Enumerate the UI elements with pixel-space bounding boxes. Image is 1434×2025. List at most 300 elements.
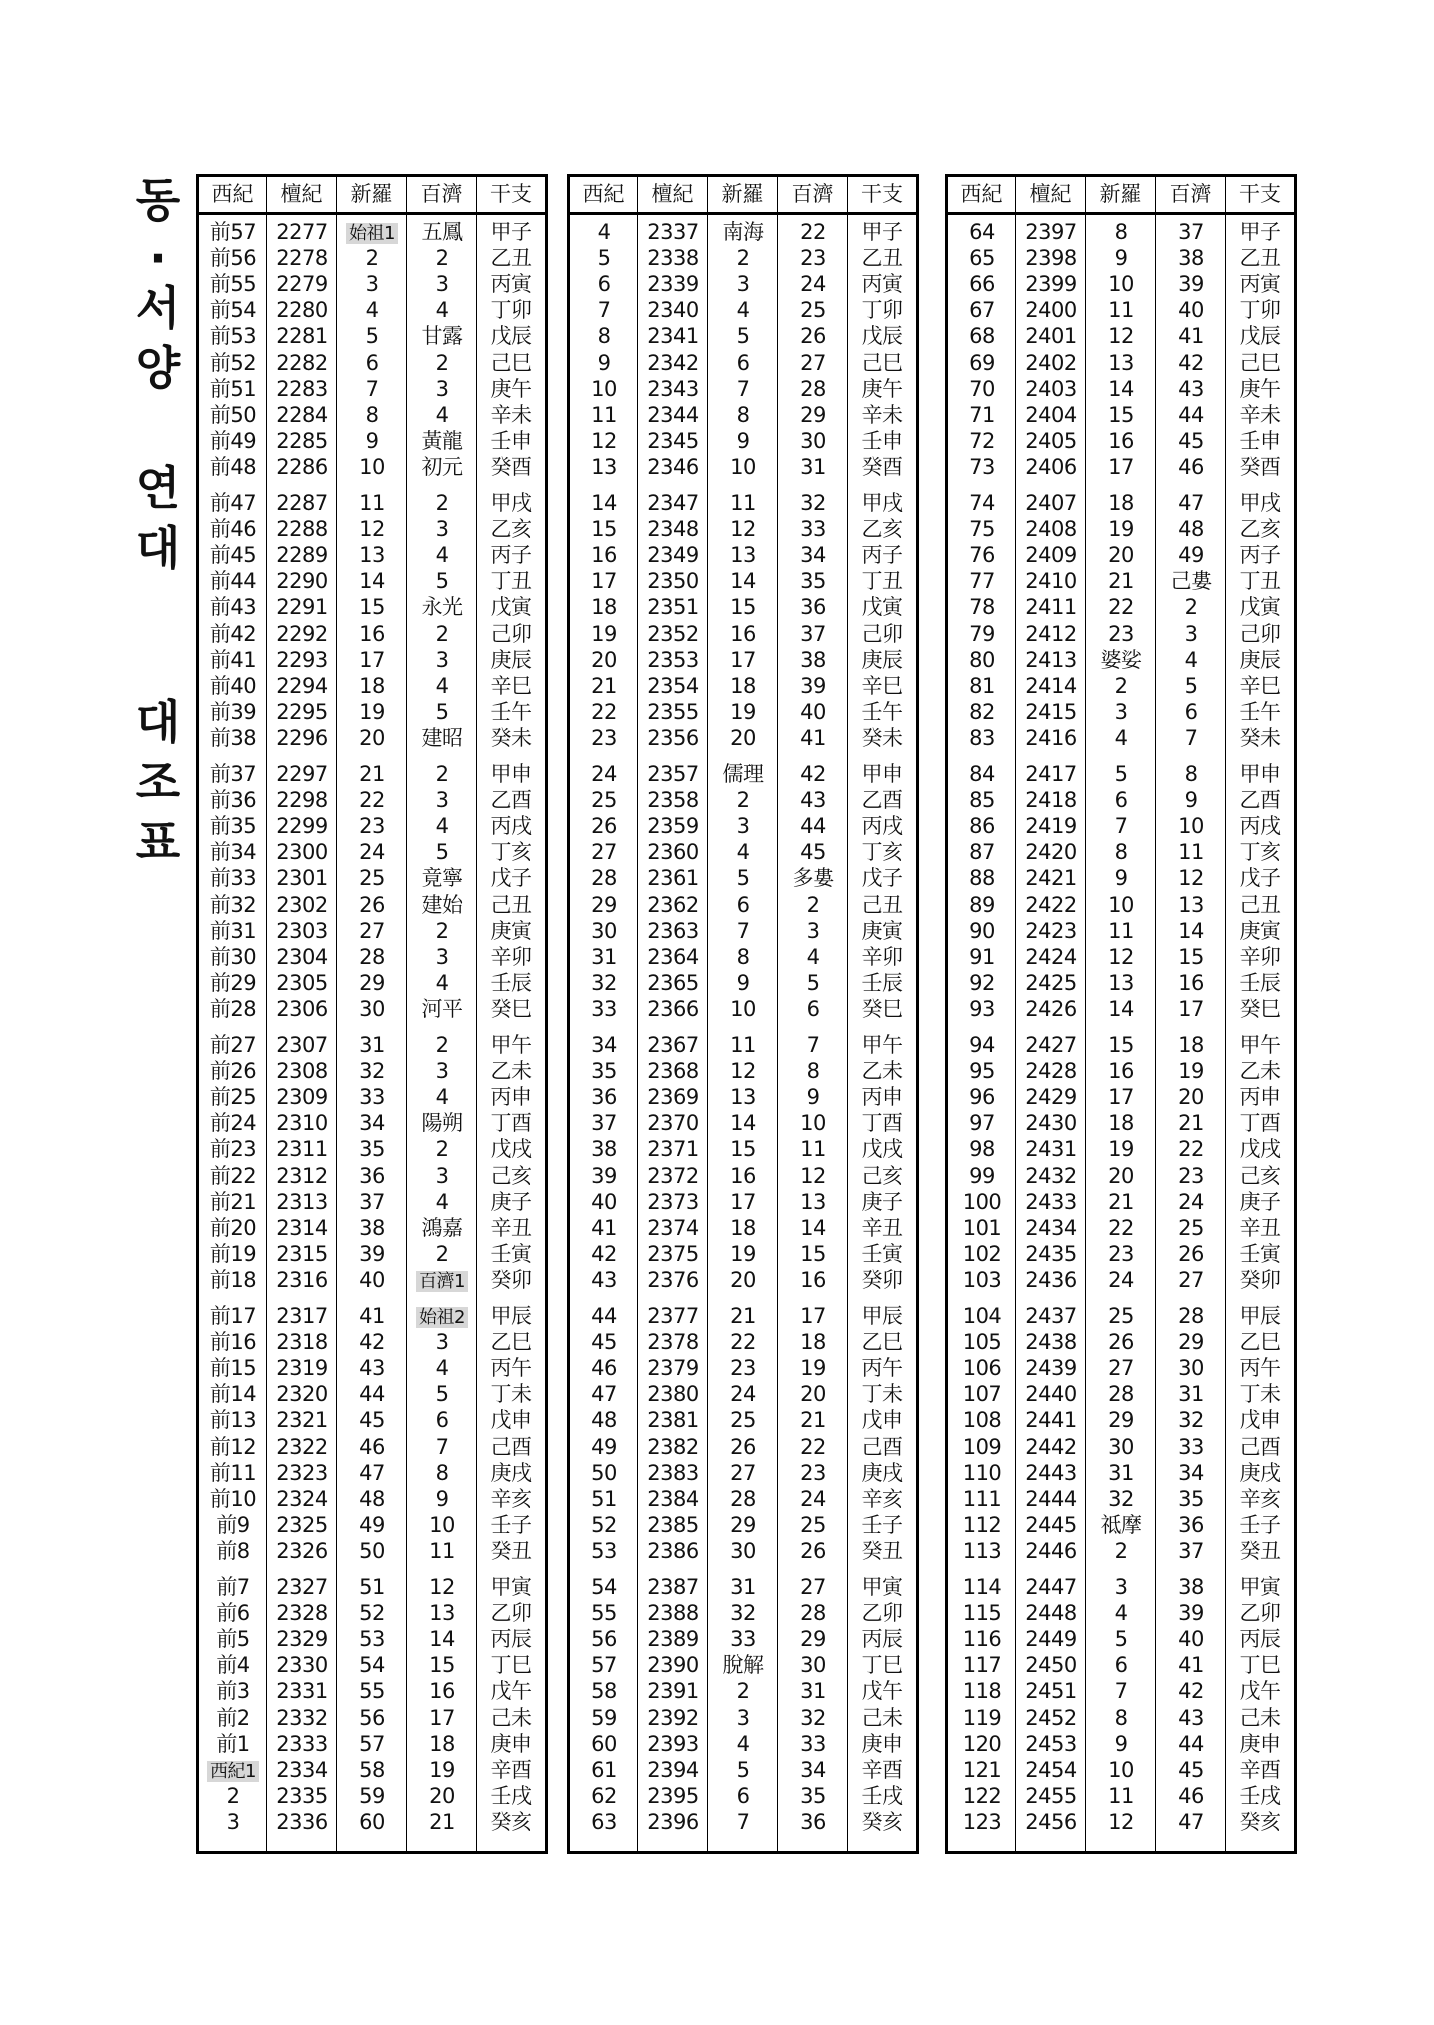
- cell-col-silla: 25: [359, 866, 385, 891]
- cell-col-dangi: 2352: [647, 621, 699, 646]
- cell-col-ganji: 甲子: [861, 220, 903, 244]
- cell-col-ganji: 辛酉: [861, 1757, 903, 1782]
- cell-col-baekje: 3: [435, 376, 449, 401]
- cell-col-silla: 5: [365, 324, 379, 349]
- cell-col-ganji: 丙子: [1239, 543, 1281, 568]
- cell-col-ganji: 辛卯: [1239, 944, 1281, 969]
- cell-col-ganji: 己酉: [490, 1434, 532, 1459]
- cell-col-baekje: 10: [800, 1111, 826, 1136]
- cell-col-dangi: 2287: [276, 491, 328, 515]
- cell-col-seogi: 90: [969, 918, 995, 943]
- cell-col-ganji: 丁卯: [1239, 298, 1281, 323]
- cell-col-seogi: 76: [969, 543, 995, 568]
- cell-col-silla: 51: [359, 1575, 385, 1599]
- cell-col-ganji: 壬戌: [490, 1783, 532, 1808]
- cell-col-seogi: 25: [591, 788, 617, 813]
- cell-col-baekje: 4: [435, 970, 449, 995]
- cell-col-dangi: 2315: [276, 1241, 328, 1266]
- cell-col-dangi: 2363: [647, 918, 699, 943]
- cell-col-baekje: 9: [806, 1085, 820, 1110]
- cell-col-silla: 2: [365, 246, 379, 271]
- cell-col-ganji: 壬辰: [861, 970, 903, 995]
- cell-col-silla: 7: [1114, 814, 1128, 839]
- cell-col-silla: 20: [730, 725, 756, 750]
- cell-col-baekje: 4: [435, 814, 449, 839]
- table-row: [948, 813, 1294, 839]
- cell-col-dangi: 2369: [647, 1085, 699, 1110]
- cell-col-dangi: 2384: [647, 1486, 699, 1511]
- cell-col-ganji: 乙酉: [1239, 788, 1281, 813]
- cell-col-silla: 5: [1114, 762, 1128, 786]
- cell-col-silla: 22: [1108, 1215, 1134, 1240]
- cell-col-dangi: 2441: [1025, 1408, 1077, 1433]
- cell-col-baekje: 4: [435, 298, 449, 323]
- cell-col-silla: 19: [1108, 517, 1134, 542]
- cell-col-baekje: 7: [1184, 725, 1198, 750]
- cell-col-ganji: 庚寅: [861, 918, 903, 943]
- cell-col-seogi: 5: [597, 246, 611, 271]
- header-col-dangi: 檀紀: [267, 177, 337, 212]
- cell-col-dangi: 2292: [276, 621, 328, 646]
- table-row: [199, 1303, 545, 1329]
- cell-col-dangi: 2418: [1025, 788, 1077, 813]
- cell-col-dangi: 2378: [647, 1330, 699, 1355]
- table-body: [570, 177, 916, 1851]
- cell-col-dangi: 2326: [276, 1538, 328, 1563]
- cell-col-dangi: 2321: [276, 1408, 328, 1433]
- table-row: [199, 865, 545, 891]
- cell-col-ganji: 丁巳: [1239, 1653, 1281, 1678]
- cell-col-baekje: 19: [429, 1757, 455, 1782]
- cell-col-ganji: 辛亥: [490, 1486, 532, 1511]
- cell-col-ganji: 壬寅: [490, 1241, 532, 1266]
- cell-col-dangi: 2289: [276, 543, 328, 568]
- cell-col-silla: 11: [1108, 298, 1134, 323]
- table-row: [199, 1678, 545, 1704]
- cell-col-dangi: 2290: [276, 569, 328, 594]
- cell-col-seogi: 92: [969, 970, 995, 995]
- cell-col-dangi: 2379: [647, 1356, 699, 1381]
- cell-col-dangi: 2346: [647, 454, 699, 479]
- cell-col-dangi: 2439: [1025, 1356, 1077, 1381]
- cell-col-baekje: 3: [435, 517, 449, 542]
- cell-col-silla: 7: [736, 918, 750, 943]
- cell-col-baekje: 陽朔: [421, 1111, 463, 1136]
- cell-col-seogi: 85: [969, 788, 995, 813]
- cell-col-silla: 34: [359, 1111, 385, 1136]
- cell-col-silla: 18: [730, 673, 756, 698]
- cell-col-seogi: 61: [591, 1757, 617, 1782]
- cell-col-ganji: 丁未: [861, 1382, 903, 1407]
- cell-col-silla: 32: [359, 1059, 385, 1084]
- cell-col-dangi: 2330: [276, 1653, 328, 1678]
- cell-col-silla: 12: [359, 517, 385, 542]
- table-row: [948, 970, 1294, 996]
- cell-col-ganji: 乙未: [490, 1059, 532, 1084]
- cell-col-seogi: 前36: [209, 788, 257, 813]
- cell-col-ganji: 乙巳: [861, 1330, 903, 1355]
- cell-col-baekje: 2: [435, 1137, 449, 1162]
- cell-col-silla: 19: [359, 699, 385, 724]
- cell-col-ganji: 庚午: [490, 376, 532, 401]
- cell-col-baekje: 26: [800, 324, 826, 349]
- cell-col-seogi: 前26: [209, 1059, 257, 1084]
- cell-col-silla: 6: [736, 1783, 750, 1808]
- table-row: [570, 1110, 916, 1136]
- cell-col-ganji: 乙酉: [490, 788, 532, 813]
- table-row: [199, 1241, 545, 1267]
- cell-col-silla: 15: [1108, 1033, 1134, 1057]
- cell-col-dangi: 2373: [647, 1189, 699, 1214]
- cell-col-seogi: 前38: [209, 725, 257, 750]
- table-row: [199, 1355, 545, 1381]
- cell-col-dangi: 2337: [647, 220, 699, 244]
- cell-col-silla: 6: [736, 350, 750, 375]
- cell-col-silla: 5: [736, 1757, 750, 1782]
- table-row: [948, 787, 1294, 813]
- cell-col-seogi: 2: [226, 1783, 240, 1808]
- cell-col-seogi: 56: [591, 1627, 617, 1652]
- cell-col-dangi: 2421: [1025, 866, 1077, 891]
- cell-col-baekje: 46: [1178, 454, 1204, 479]
- cell-col-dangi: 2392: [647, 1705, 699, 1730]
- cell-col-seogi: 104: [962, 1304, 1002, 1328]
- cell-col-ganji: 乙卯: [861, 1601, 903, 1626]
- cell-col-dangi: 2385: [647, 1512, 699, 1537]
- cell-col-dangi: 2353: [647, 647, 699, 672]
- cell-col-seogi: 8: [597, 324, 611, 349]
- cell-col-baekje: 3: [435, 647, 449, 672]
- cell-col-dangi: 2335: [276, 1783, 328, 1808]
- cell-col-ganji: 甲申: [490, 762, 532, 786]
- cell-col-dangi: 2399: [1025, 272, 1077, 297]
- cell-col-dangi: 2386: [647, 1538, 699, 1563]
- cell-col-baekje: 9: [435, 1486, 449, 1511]
- cell-col-seogi: 118: [962, 1679, 1002, 1704]
- cell-col-seogi: 38: [591, 1137, 617, 1162]
- cell-col-seogi: 17: [591, 569, 617, 594]
- cell-col-dangi: 2417: [1025, 762, 1077, 786]
- cell-col-seogi: 113: [962, 1538, 1002, 1563]
- table-row: [199, 1163, 545, 1189]
- cell-col-silla: 25: [1108, 1304, 1134, 1328]
- cell-col-seogi: 前45: [209, 543, 257, 568]
- cell-col-baekje: 11: [429, 1538, 455, 1563]
- cell-col-baekje: 3: [435, 272, 449, 297]
- cell-col-dangi: 2436: [1025, 1267, 1077, 1292]
- cell-col-silla: 祗摩: [1100, 1512, 1142, 1537]
- cell-col-baekje: 46: [1178, 1783, 1204, 1808]
- cell-col-baekje: 26: [1178, 1241, 1204, 1266]
- cell-col-seogi: 72: [969, 428, 995, 453]
- cell-col-baekje: 39: [800, 673, 826, 698]
- table-row: [570, 1303, 916, 1329]
- cell-col-baekje: 47: [1178, 491, 1204, 515]
- cell-col-silla: 8: [365, 402, 379, 427]
- cell-col-silla: 17: [730, 647, 756, 672]
- table-row: [570, 1757, 916, 1783]
- era-table-2: [567, 174, 919, 1854]
- cell-col-baekje: 永光: [421, 595, 463, 620]
- cell-col-ganji: 丁巳: [861, 1653, 903, 1678]
- cell-col-dangi: 2430: [1025, 1111, 1077, 1136]
- cell-col-silla: 10: [1108, 892, 1134, 917]
- table-row: [948, 1303, 1294, 1329]
- side-title-char: 표: [135, 815, 181, 869]
- cell-col-baekje: 5: [435, 699, 449, 724]
- cell-col-ganji: 癸亥: [1239, 1809, 1281, 1834]
- cell-col-baekje: 3: [806, 918, 820, 943]
- cell-col-seogi: 34: [591, 1033, 617, 1057]
- cell-col-ganji: 己丑: [490, 892, 532, 917]
- cell-col-seogi: 86: [969, 814, 995, 839]
- cell-col-dangi: 2376: [647, 1267, 699, 1292]
- cell-col-ganji: 辛未: [861, 402, 903, 427]
- cell-col-seogi: 前43: [209, 595, 257, 620]
- cell-col-ganji: 丙子: [861, 543, 903, 568]
- table-row: [570, 271, 916, 297]
- cell-col-baekje: 32: [800, 1705, 826, 1730]
- cell-col-seogi: 96: [969, 1085, 995, 1110]
- table-body: [199, 177, 545, 1851]
- cell-col-seogi: 79: [969, 621, 995, 646]
- cell-col-dangi: 2300: [276, 840, 328, 865]
- cell-col-seogi: 前44: [209, 569, 257, 594]
- table-row: [570, 428, 916, 454]
- cell-col-seogi: 前16: [209, 1330, 257, 1355]
- cell-col-dangi: 2448: [1025, 1601, 1077, 1626]
- cell-col-dangi: 2414: [1025, 673, 1077, 698]
- cell-col-silla: 33: [730, 1627, 756, 1652]
- cell-col-dangi: 2368: [647, 1059, 699, 1084]
- cell-col-silla: 14: [730, 569, 756, 594]
- table-row: [570, 402, 916, 428]
- cell-col-ganji: 乙亥: [1239, 517, 1281, 542]
- cell-col-ganji: 辛未: [1239, 402, 1281, 427]
- cell-col-silla: 19: [730, 699, 756, 724]
- cell-col-dangi: 2322: [276, 1434, 328, 1459]
- cell-col-dangi: 2305: [276, 970, 328, 995]
- cell-col-dangi: 2293: [276, 647, 328, 672]
- table-row: [948, 1381, 1294, 1407]
- table-row: [948, 839, 1294, 865]
- cell-col-baekje: 38: [1178, 246, 1204, 271]
- table-row: [199, 1215, 545, 1241]
- cell-col-silla: 19: [730, 1241, 756, 1266]
- cell-col-silla: 29: [730, 1512, 756, 1537]
- cell-col-dangi: 2429: [1025, 1085, 1077, 1110]
- cell-col-ganji: 甲午: [1239, 1033, 1281, 1057]
- cell-col-dangi: 2365: [647, 970, 699, 995]
- cell-col-ganji: 己亥: [490, 1163, 532, 1188]
- cell-col-ganji: 庚戌: [861, 1460, 903, 1485]
- cell-col-silla: 8: [736, 402, 750, 427]
- cell-col-ganji: 乙丑: [490, 246, 532, 271]
- table-row: [570, 594, 916, 620]
- cell-col-seogi: 前8: [216, 1538, 250, 1563]
- era-table-3: [945, 174, 1297, 1854]
- table-row: [570, 918, 916, 944]
- cell-col-dangi: 2401: [1025, 324, 1077, 349]
- table-row: [199, 1189, 545, 1215]
- cell-col-baekje: 12: [800, 1163, 826, 1188]
- cell-col-seogi: 93: [969, 996, 995, 1021]
- cell-col-seogi: 59: [591, 1705, 617, 1730]
- cell-col-dangi: 2349: [647, 543, 699, 568]
- cell-col-baekje: 39: [1178, 1601, 1204, 1626]
- cell-col-silla: 18: [1108, 1111, 1134, 1136]
- cell-col-dangi: 2297: [276, 762, 328, 786]
- cell-col-seogi: [199, 1757, 267, 1783]
- side-title-char: 연: [135, 461, 181, 515]
- cell-col-silla: 11: [359, 491, 385, 515]
- cell-col-baekje: 4: [435, 543, 449, 568]
- cell-col-baekje: 23: [800, 1460, 826, 1485]
- table-row: [570, 1215, 916, 1241]
- cell-col-baekje: 18: [800, 1330, 826, 1355]
- cell-col-seogi: 55: [591, 1601, 617, 1626]
- cell-col-silla: 4: [365, 298, 379, 323]
- cell-col-ganji: 壬子: [490, 1512, 532, 1537]
- cell-col-baekje: 36: [800, 1809, 826, 1834]
- cell-col-seogi: 15: [591, 517, 617, 542]
- cell-col-silla: 25: [730, 1408, 756, 1433]
- table-row: [199, 970, 545, 996]
- cell-col-silla: 23: [1108, 621, 1134, 646]
- cell-col-seogi: 41: [591, 1215, 617, 1240]
- cell-col-dangi: 2419: [1025, 814, 1077, 839]
- cell-col-dangi: 2449: [1025, 1627, 1077, 1652]
- cell-col-dangi: 2405: [1025, 428, 1077, 453]
- cell-col-seogi: 40: [591, 1189, 617, 1214]
- cell-col-dangi: 2415: [1025, 699, 1077, 724]
- cell-col-seogi: 7: [597, 298, 611, 323]
- table-row: [570, 761, 916, 787]
- cell-col-baekje: 22: [800, 220, 826, 244]
- cell-col-seogi: 前46: [209, 517, 257, 542]
- cell-col-ganji: 癸卯: [490, 1267, 532, 1292]
- cell-col-seogi: 75: [969, 517, 995, 542]
- cell-col-silla: 18: [359, 673, 385, 698]
- table-row: [948, 1460, 1294, 1486]
- table-row: [199, 1434, 545, 1460]
- cell-col-seogi: 3: [226, 1809, 240, 1834]
- table-row: [199, 1136, 545, 1162]
- header-col-ganji: 干支: [1239, 182, 1281, 206]
- cell-col-baekje: 34: [800, 543, 826, 568]
- cell-col-baekje: 5: [435, 569, 449, 594]
- cell-col-silla: 22: [730, 1330, 756, 1355]
- cell-col-dangi: 2454: [1025, 1757, 1077, 1782]
- cell-col-ganji: 乙巳: [490, 1330, 532, 1355]
- cell-col-baekje: 42: [1178, 1679, 1204, 1704]
- cell-col-ganji: 庚子: [490, 1189, 532, 1214]
- cell-col-dangi: 2340: [647, 298, 699, 323]
- cell-col-baekje: 15: [800, 1241, 826, 1266]
- cell-col-baekje: 2: [435, 1033, 449, 1057]
- cell-col-seogi: 68: [969, 324, 995, 349]
- cell-col-dangi: 2442: [1025, 1434, 1077, 1459]
- cell-col-baekje: 4: [435, 1189, 449, 1214]
- cell-col-ganji: 丙申: [861, 1085, 903, 1110]
- table-row: [570, 1705, 916, 1731]
- cell-col-dangi: 2364: [647, 944, 699, 969]
- table-row: [570, 1058, 916, 1084]
- cell-col-dangi: 2380: [647, 1382, 699, 1407]
- cell-col-baekje: 32: [1178, 1408, 1204, 1433]
- cell-col-ganji: 庚寅: [1239, 918, 1281, 943]
- cell-col-dangi: 2455: [1025, 1783, 1077, 1808]
- cell-col-dangi: 2374: [647, 1215, 699, 1240]
- cell-col-silla: 29: [359, 970, 385, 995]
- cell-col-ganji: 丁丑: [861, 569, 903, 594]
- cell-col-silla: 55: [359, 1679, 385, 1704]
- cell-col-dangi: 2426: [1025, 996, 1077, 1021]
- cell-col-seogi: 100: [962, 1189, 1002, 1214]
- table-row: [948, 1241, 1294, 1267]
- cell-col-baekje: 27: [800, 1575, 826, 1599]
- cell-col-ganji: 辛亥: [861, 1486, 903, 1511]
- cell-col-seogi: 前20: [209, 1215, 257, 1240]
- cell-col-seogi: 71: [969, 402, 995, 427]
- cell-col-baekje: 多婁: [792, 866, 834, 891]
- cell-col-ganji: 戊申: [1239, 1408, 1281, 1433]
- cell-col-seogi: 前52: [209, 350, 257, 375]
- table-row: [199, 490, 545, 516]
- cell-col-baekje: 37: [1178, 1538, 1204, 1563]
- cell-col-ganji: 丙寅: [861, 272, 903, 297]
- cell-col-seogi: 119: [962, 1705, 1002, 1730]
- cell-col-silla: 59: [359, 1783, 385, 1808]
- cell-col-baekje: 14: [800, 1215, 826, 1240]
- cell-col-baekje: 21: [800, 1408, 826, 1433]
- cell-col-dangi: 2396: [647, 1809, 699, 1834]
- cell-col-baekje: 37: [1178, 220, 1204, 244]
- cell-col-baekje: 16: [429, 1679, 455, 1704]
- cell-col-seogi: 48: [591, 1408, 617, 1433]
- cell-col-baekje: 6: [435, 1408, 449, 1433]
- cell-col-silla: 53: [359, 1627, 385, 1652]
- cell-col-seogi: 36: [591, 1085, 617, 1110]
- cell-col-dangi: 2360: [647, 840, 699, 865]
- cell-col-seogi: 112: [962, 1512, 1002, 1537]
- highlighted-value: 百濟1: [416, 1271, 468, 1292]
- cell-col-seogi: 60: [591, 1731, 617, 1756]
- cell-col-seogi: 前30: [209, 944, 257, 969]
- cell-col-silla: 21: [1108, 569, 1134, 594]
- cell-col-seogi: 35: [591, 1059, 617, 1084]
- cell-col-seogi: 前12: [209, 1434, 257, 1459]
- cell-col-silla: 49: [359, 1512, 385, 1537]
- cell-col-ganji: 癸未: [1239, 725, 1281, 750]
- table-row: [948, 725, 1294, 751]
- table-row: [570, 376, 916, 402]
- cell-col-dangi: 2338: [647, 246, 699, 271]
- cell-col-ganji: 辛巳: [1239, 673, 1281, 698]
- cell-col-dangi: 2395: [647, 1783, 699, 1808]
- table-row: [199, 428, 545, 454]
- cell-col-baekje: 2: [435, 491, 449, 515]
- cell-col-seogi: 前9: [216, 1512, 250, 1537]
- table-row: [199, 1705, 545, 1731]
- table-row: [570, 1329, 916, 1355]
- cell-col-ganji: 丁丑: [490, 569, 532, 594]
- cell-col-dangi: 2341: [647, 324, 699, 349]
- cell-col-silla: 11: [1108, 1783, 1134, 1808]
- cell-col-ganji: 乙卯: [490, 1601, 532, 1626]
- cell-col-silla: 儒理: [722, 762, 764, 786]
- cell-col-seogi: 11: [591, 402, 617, 427]
